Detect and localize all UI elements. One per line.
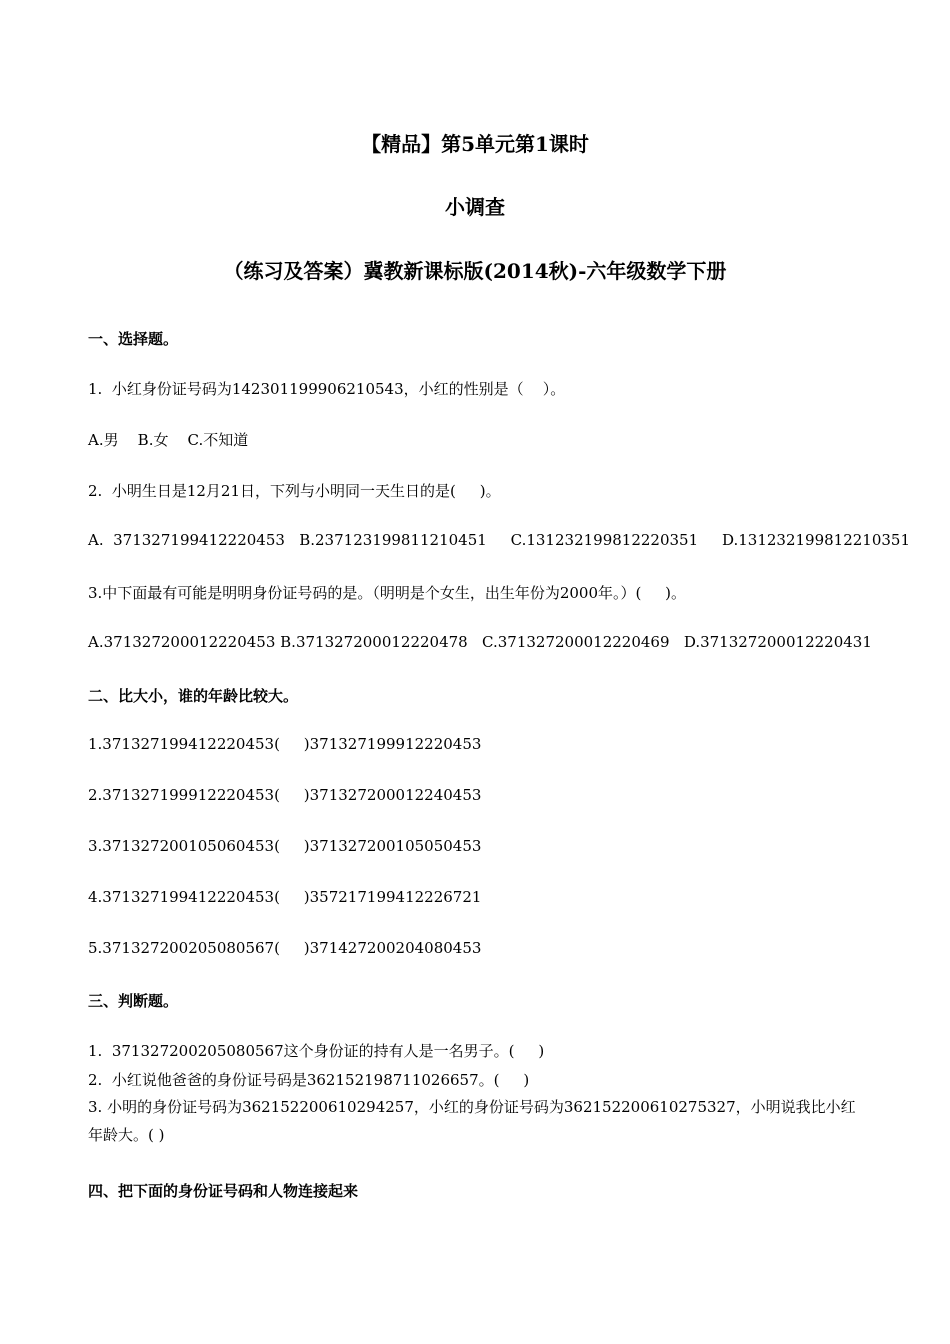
question-1: 1. 小红身份证号码为142301199906210543，小红的性别是（ ）。 <box>88 380 566 398</box>
section-heading-judge: 三、判断题。 <box>88 992 179 1010</box>
compare-item: 1.371327199412220453( )371327199912220453 <box>88 735 482 753</box>
section-heading-compare: 二、比大小，谁的年龄比较大。 <box>88 687 299 705</box>
section-heading-choice: 一、选择题。 <box>88 330 179 348</box>
question-2: 2. 小明生日是12月21日，下列与小明同一天生日的是( )。 <box>88 482 501 500</box>
doc-title-line3: （练习及答案）冀教新课标版(2014秋)-六年级数学下册 <box>223 259 727 283</box>
section-heading-match: 四、把下面的身份证号码和人物连接起来 <box>88 1182 359 1200</box>
compare-item: 5.371327200205080567( )371427200204080453 <box>88 939 482 957</box>
question-1-options: A.男 B.女 C.不知道 <box>88 431 249 449</box>
compare-item: 2.371327199912220453( )371327200012240453 <box>88 786 482 804</box>
doc-title-line2: 小调查 <box>445 195 505 219</box>
judge-item: 3. 小明的身份证号码为362152200610294257，小红的身份证号码为362152200610275327，小明说我比小红年龄大。( ) <box>88 1098 856 1144</box>
compare-item: 4.371327199412220453( )357217199412226721 <box>88 888 482 906</box>
question-3: 3.中下面最有可能是明明身份证号码的是。（明明是个女生，出生年份为2000年。）( )。 <box>88 584 687 602</box>
judge-item: 1. 371327200205080567这个身份证的持有人是一名男子。( ) <box>88 1042 545 1060</box>
question-3-options: A.371327200012220453 B.371327200012220478 C.371327200012220469 D.371327200012220431 <box>88 633 872 651</box>
question-2-options: A. 371327199412220453 B.237123199811210451 C.131232199812220351 D.131232199812210351 <box>88 531 911 549</box>
judge-item: 2. 小红说他爸爸的身份证号码是362152198711026657。( ) <box>88 1071 530 1089</box>
compare-item: 3.371327200105060453( )371327200105050453 <box>88 837 482 855</box>
doc-title-line1: 【精品】第5单元第1课时 <box>361 132 589 156</box>
